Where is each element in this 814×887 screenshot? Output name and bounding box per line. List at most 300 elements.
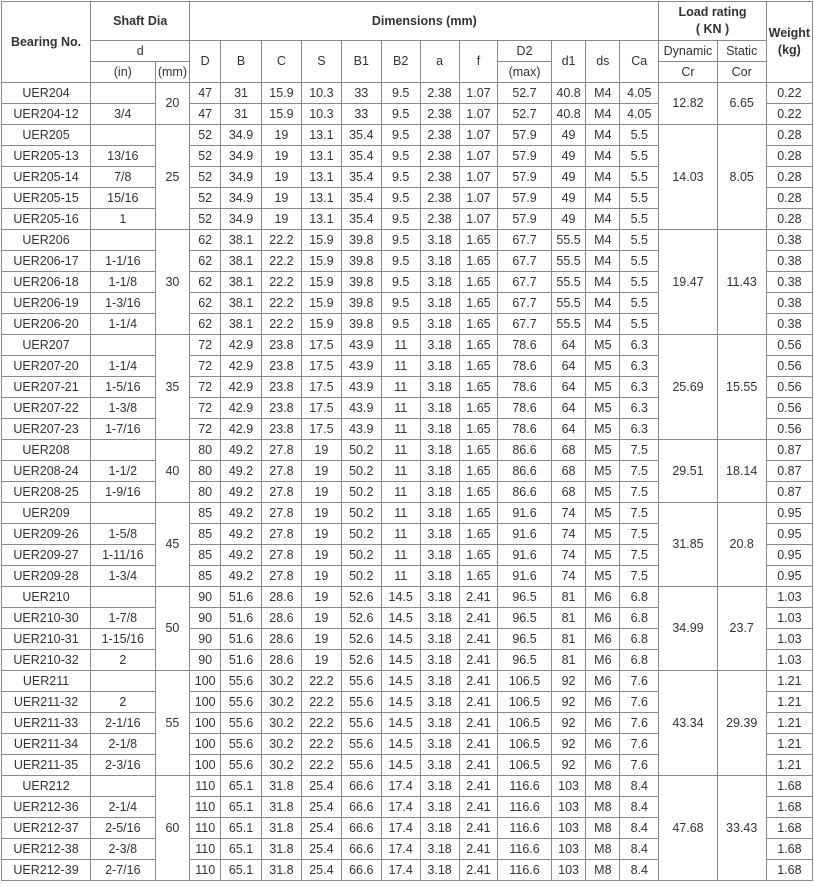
dim-s-cell: 13.1	[301, 188, 341, 209]
weight-cell: 0.38	[766, 293, 812, 314]
dim-a-cell: 3.18	[420, 461, 459, 482]
dim-b1-cell: 39.8	[341, 230, 381, 251]
dim-ca-cell: 7.5	[620, 482, 659, 503]
dim-b1-cell: 43.9	[341, 419, 381, 440]
dim-d2-cell: 106.5	[498, 671, 551, 692]
dim-f-cell: 1.65	[459, 314, 498, 335]
dim-a-cell: 2.38	[420, 209, 459, 230]
bearing-no-cell: UER212-38	[2, 839, 91, 860]
bearing-no-cell: UER210-31	[2, 629, 91, 650]
dim-d2-cell: 57.9	[498, 188, 551, 209]
dim-s-cell: 15.9	[301, 251, 341, 272]
weight-cell: 1.03	[766, 629, 812, 650]
dim-d2-cell: 106.5	[498, 713, 551, 734]
bearing-no-cell: UER209-27	[2, 545, 91, 566]
shaft-inch-cell: 1-7/8	[91, 608, 155, 629]
dynamic-cr-cell: 47.68	[659, 776, 717, 881]
dim-f-cell: 1.65	[459, 545, 498, 566]
dim-d1-cell: 64	[551, 377, 586, 398]
dim-d1-cell: 74	[551, 566, 586, 587]
dim-c-cell: 23.8	[261, 398, 301, 419]
dim-d-cell: 52	[190, 188, 221, 209]
header-weight-line1: Weight	[768, 26, 811, 40]
header-weight-line2: (kg)	[777, 43, 801, 57]
dim-b1-cell: 35.4	[341, 209, 381, 230]
dim-b1-cell: 52.6	[341, 650, 381, 671]
dim-s-cell: 15.9	[301, 272, 341, 293]
dim-b2-cell: 9.5	[381, 293, 420, 314]
header-f: f	[459, 41, 498, 83]
shaft-inch-cell: 2	[91, 692, 155, 713]
dim-d2-cell: 116.6	[498, 839, 551, 860]
header-load-rating-line2: ( KN )	[695, 22, 730, 36]
dim-d-cell: 85	[190, 545, 221, 566]
dim-b-cell: 49.2	[221, 461, 262, 482]
dim-b1-cell: 66.6	[341, 839, 381, 860]
dim-b-cell: 34.9	[221, 125, 262, 146]
dim-d1-cell: 103	[551, 797, 586, 818]
header-S: S	[301, 41, 341, 83]
dim-d2-cell: 52.7	[498, 83, 551, 104]
dim-b2-cell: 9.5	[381, 251, 420, 272]
dim-a-cell: 3.18	[420, 734, 459, 755]
dim-d-cell: 52	[190, 146, 221, 167]
dim-a-cell: 3.18	[420, 755, 459, 776]
dim-a-cell: 2.38	[420, 125, 459, 146]
weight-cell: 0.28	[766, 125, 812, 146]
dim-b2-cell: 9.5	[381, 104, 420, 125]
weight-cell: 0.56	[766, 419, 812, 440]
shaft-inch-cell: 1-5/8	[91, 524, 155, 545]
dim-b1-cell: 43.9	[341, 377, 381, 398]
dim-s-cell: 22.2	[301, 692, 341, 713]
dim-d2-cell: 78.6	[498, 356, 551, 377]
dim-ds-cell: M5	[586, 524, 620, 545]
dim-f-cell: 1.07	[459, 125, 498, 146]
dim-c-cell: 22.2	[261, 293, 301, 314]
dim-a-cell: 3.18	[420, 797, 459, 818]
dim-d-cell: 90	[190, 650, 221, 671]
dynamic-cr-cell: 25.69	[659, 335, 717, 440]
dim-f-cell: 2.41	[459, 608, 498, 629]
dim-c-cell: 27.8	[261, 566, 301, 587]
shaft-inch-cell: 1-9/16	[91, 482, 155, 503]
header-row-1	[2, 2, 813, 41]
bearing-no-cell: UER205-15	[2, 188, 91, 209]
dim-b1-cell: 50.2	[341, 440, 381, 461]
dim-s-cell: 25.4	[301, 818, 341, 839]
dim-d-cell: 62	[190, 314, 221, 335]
dim-a-cell: 3.18	[420, 524, 459, 545]
weight-cell: 1.03	[766, 587, 812, 608]
bearing-no-cell: UER208	[2, 440, 91, 461]
dim-ca-cell: 5.5	[620, 209, 659, 230]
shaft-mm-cell: 30	[155, 230, 190, 335]
dim-d2-cell: 106.5	[498, 734, 551, 755]
dim-ca-cell: 7.5	[620, 524, 659, 545]
table-row	[2, 671, 813, 692]
dim-d-cell: 62	[190, 251, 221, 272]
static-cor-cell: 6.65	[717, 83, 766, 125]
dim-ca-cell: 7.6	[620, 713, 659, 734]
dim-c-cell: 27.8	[261, 545, 301, 566]
header-load-rating	[659, 2, 766, 41]
dynamic-cr-cell: 12.82	[659, 83, 717, 125]
bearing-no-cell: UER212-36	[2, 797, 91, 818]
dim-b1-cell: 39.8	[341, 251, 381, 272]
dim-b1-cell: 55.6	[341, 734, 381, 755]
dim-s-cell: 19	[301, 440, 341, 461]
dim-b-cell: 38.1	[221, 251, 262, 272]
dim-c-cell: 19	[261, 167, 301, 188]
dim-s-cell: 15.9	[301, 230, 341, 251]
shaft-inch-cell: 1-15/16	[91, 629, 155, 650]
dim-c-cell: 15.9	[261, 104, 301, 125]
dim-c-cell: 22.2	[261, 272, 301, 293]
bearing-no-cell: UER206-17	[2, 251, 91, 272]
header-C: C	[261, 41, 301, 83]
dim-b1-cell: 50.2	[341, 503, 381, 524]
dim-s-cell: 25.4	[301, 776, 341, 797]
weight-cell: 1.21	[766, 734, 812, 755]
dim-b2-cell: 17.4	[381, 818, 420, 839]
dim-c-cell: 30.2	[261, 734, 301, 755]
dim-s-cell: 22.2	[301, 755, 341, 776]
dim-d-cell: 62	[190, 293, 221, 314]
dim-d1-cell: 40.8	[551, 104, 586, 125]
dim-d1-cell: 74	[551, 545, 586, 566]
dim-b-cell: 49.2	[221, 566, 262, 587]
dim-d-cell: 62	[190, 230, 221, 251]
dim-ca-cell: 7.5	[620, 440, 659, 461]
shaft-inch-cell: 13/16	[91, 146, 155, 167]
dim-d-cell: 80	[190, 482, 221, 503]
shaft-mm-cell: 50	[155, 587, 190, 671]
dim-ca-cell: 6.3	[620, 398, 659, 419]
dim-d1-cell: 68	[551, 461, 586, 482]
dim-a-cell: 3.18	[420, 230, 459, 251]
dim-a-cell: 3.18	[420, 440, 459, 461]
dim-a-cell: 3.18	[420, 545, 459, 566]
dim-b1-cell: 55.6	[341, 671, 381, 692]
table-body	[2, 83, 813, 881]
shaft-inch-cell: 1-3/8	[91, 398, 155, 419]
dim-c-cell: 28.6	[261, 629, 301, 650]
dim-c-cell: 19	[261, 125, 301, 146]
dim-ca-cell: 5.5	[620, 188, 659, 209]
dim-b-cell: 51.6	[221, 650, 262, 671]
dim-ca-cell: 7.5	[620, 566, 659, 587]
dim-ca-cell: 7.5	[620, 545, 659, 566]
dynamic-cr-cell: 31.85	[659, 503, 717, 587]
dim-ds-cell: M5	[586, 377, 620, 398]
dim-ds-cell: M5	[586, 335, 620, 356]
dim-d2-cell: 91.6	[498, 503, 551, 524]
dim-d-cell: 72	[190, 419, 221, 440]
dim-ds-cell: M4	[586, 125, 620, 146]
dim-ca-cell: 8.4	[620, 818, 659, 839]
dim-b1-cell: 35.4	[341, 167, 381, 188]
dim-a-cell: 3.18	[420, 503, 459, 524]
shaft-inch-cell	[91, 440, 155, 461]
dim-b-cell: 55.6	[221, 713, 262, 734]
shaft-inch-cell: 1-1/8	[91, 272, 155, 293]
weight-cell: 1.68	[766, 818, 812, 839]
dim-c-cell: 30.2	[261, 755, 301, 776]
bearing-no-cell: UER205	[2, 125, 91, 146]
dim-ds-cell: M5	[586, 356, 620, 377]
dim-ds-cell: M6	[586, 692, 620, 713]
dim-d-cell: 72	[190, 398, 221, 419]
weight-cell: 0.28	[766, 188, 812, 209]
dim-d-cell: 100	[190, 692, 221, 713]
bearing-no-cell: UER212-39	[2, 860, 91, 881]
dim-d-cell: 72	[190, 377, 221, 398]
dim-f-cell: 2.41	[459, 650, 498, 671]
dim-d1-cell: 64	[551, 419, 586, 440]
dim-b2-cell: 11	[381, 524, 420, 545]
shaft-inch-cell: 2-7/16	[91, 860, 155, 881]
static-cor-cell: 8.05	[717, 125, 766, 230]
dim-b-cell: 34.9	[221, 146, 262, 167]
dim-b-cell: 65.1	[221, 839, 262, 860]
dim-d1-cell: 81	[551, 629, 586, 650]
table-row	[2, 440, 813, 461]
dim-ca-cell: 8.4	[620, 839, 659, 860]
dynamic-cr-cell: 14.03	[659, 125, 717, 230]
dim-a-cell: 3.18	[420, 587, 459, 608]
dim-c-cell: 27.8	[261, 482, 301, 503]
dim-d2-cell: 78.6	[498, 398, 551, 419]
shaft-mm-cell: 55	[155, 671, 190, 776]
dim-b-cell: 51.6	[221, 629, 262, 650]
dim-f-cell: 2.41	[459, 797, 498, 818]
dim-f-cell: 1.65	[459, 293, 498, 314]
dim-c-cell: 31.8	[261, 818, 301, 839]
dim-b2-cell: 14.5	[381, 587, 420, 608]
dim-a-cell: 3.18	[420, 356, 459, 377]
dim-s-cell: 19	[301, 461, 341, 482]
dim-f-cell: 2.41	[459, 776, 498, 797]
header-B1: B1	[341, 41, 381, 83]
dim-d2-cell: 57.9	[498, 125, 551, 146]
dim-d2-cell: 78.6	[498, 335, 551, 356]
dim-ds-cell: M4	[586, 188, 620, 209]
dim-b-cell: 42.9	[221, 398, 262, 419]
dim-b-cell: 49.2	[221, 503, 262, 524]
dim-c-cell: 27.8	[261, 440, 301, 461]
dim-s-cell: 13.1	[301, 167, 341, 188]
weight-cell: 0.87	[766, 482, 812, 503]
dim-ca-cell: 8.4	[620, 776, 659, 797]
dim-ds-cell: M5	[586, 398, 620, 419]
dim-b1-cell: 66.6	[341, 818, 381, 839]
shaft-inch-cell: 2-3/8	[91, 839, 155, 860]
dim-f-cell: 1.65	[459, 524, 498, 545]
dim-d-cell: 110	[190, 818, 221, 839]
dim-d1-cell: 68	[551, 482, 586, 503]
bearing-no-cell: UER212-37	[2, 818, 91, 839]
dim-a-cell: 3.18	[420, 671, 459, 692]
dim-d-cell: 90	[190, 587, 221, 608]
dim-a-cell: 2.38	[420, 167, 459, 188]
dim-ds-cell: M8	[586, 839, 620, 860]
dim-ds-cell: M5	[586, 482, 620, 503]
weight-cell: 1.68	[766, 797, 812, 818]
dim-a-cell: 3.18	[420, 272, 459, 293]
bearing-no-cell: UER204-12	[2, 104, 91, 125]
dim-f-cell: 1.65	[459, 251, 498, 272]
weight-cell: 0.38	[766, 314, 812, 335]
dim-a-cell: 3.18	[420, 839, 459, 860]
weight-cell: 1.03	[766, 608, 812, 629]
dim-a-cell: 2.38	[420, 146, 459, 167]
dim-ds-cell: M5	[586, 419, 620, 440]
weight-cell: 0.22	[766, 104, 812, 125]
dim-a-cell: 3.18	[420, 713, 459, 734]
dim-s-cell: 13.1	[301, 125, 341, 146]
dim-b2-cell: 14.5	[381, 650, 420, 671]
dim-d1-cell: 92	[551, 755, 586, 776]
dim-a-cell: 3.18	[420, 818, 459, 839]
dim-b-cell: 38.1	[221, 293, 262, 314]
weight-cell: 1.68	[766, 776, 812, 797]
weight-cell: 1.68	[766, 860, 812, 881]
dim-d1-cell: 55.5	[551, 314, 586, 335]
static-cor-cell: 15.55	[717, 335, 766, 440]
shaft-inch-cell	[91, 230, 155, 251]
weight-cell: 1.21	[766, 713, 812, 734]
dim-a-cell: 3.18	[420, 776, 459, 797]
dim-d1-cell: 49	[551, 167, 586, 188]
dim-f-cell: 1.65	[459, 398, 498, 419]
dim-b-cell: 49.2	[221, 482, 262, 503]
dim-d1-cell: 103	[551, 776, 586, 797]
shaft-inch-cell: 2-1/4	[91, 797, 155, 818]
dim-ca-cell: 5.5	[620, 293, 659, 314]
dim-a-cell: 3.18	[420, 398, 459, 419]
dim-b2-cell: 9.5	[381, 209, 420, 230]
dim-ds-cell: M6	[586, 629, 620, 650]
table-row	[2, 776, 813, 797]
dim-ds-cell: M5	[586, 440, 620, 461]
dim-d-cell: 85	[190, 503, 221, 524]
dim-ds-cell: M5	[586, 461, 620, 482]
dim-d2-cell: 96.5	[498, 629, 551, 650]
weight-cell: 0.28	[766, 167, 812, 188]
dim-d-cell: 90	[190, 608, 221, 629]
dim-ca-cell: 6.8	[620, 629, 659, 650]
bearing-spec-table	[1, 1, 813, 881]
weight-cell: 0.28	[766, 209, 812, 230]
dim-d2-cell: 96.5	[498, 608, 551, 629]
dim-ca-cell: 6.8	[620, 587, 659, 608]
shaft-mm-cell: 35	[155, 335, 190, 440]
dim-b-cell: 65.1	[221, 776, 262, 797]
shaft-inch-cell	[91, 125, 155, 146]
dim-f-cell: 1.65	[459, 440, 498, 461]
dim-a-cell: 3.18	[420, 335, 459, 356]
dim-b1-cell: 33	[341, 104, 381, 125]
shaft-inch-cell: 1-1/4	[91, 356, 155, 377]
weight-cell: 0.22	[766, 83, 812, 104]
dim-b-cell: 49.2	[221, 545, 262, 566]
shaft-inch-cell: 2	[91, 650, 155, 671]
dim-b2-cell: 9.5	[381, 188, 420, 209]
dim-b-cell: 42.9	[221, 335, 262, 356]
header-cr: Cr	[659, 62, 717, 83]
dim-ds-cell: M4	[586, 272, 620, 293]
dim-f-cell: 1.07	[459, 209, 498, 230]
bearing-no-cell: UER206	[2, 230, 91, 251]
dim-s-cell: 25.4	[301, 860, 341, 881]
header-shaft-dia: Shaft Dia	[91, 2, 190, 41]
shaft-inch-cell: 3/4	[91, 104, 155, 125]
shaft-inch-cell: 1	[91, 209, 155, 230]
dim-d1-cell: 49	[551, 188, 586, 209]
dim-d-cell: 110	[190, 776, 221, 797]
dim-b1-cell: 66.6	[341, 776, 381, 797]
dim-b-cell: 65.1	[221, 797, 262, 818]
shaft-mm-cell: 20	[155, 83, 190, 125]
dim-s-cell: 19	[301, 566, 341, 587]
dim-ds-cell: M6	[586, 734, 620, 755]
dim-d-cell: 80	[190, 461, 221, 482]
dim-b1-cell: 52.6	[341, 608, 381, 629]
bearing-no-cell: UER204	[2, 83, 91, 104]
dim-d1-cell: 55.5	[551, 230, 586, 251]
dim-b-cell: 31	[221, 104, 262, 125]
dim-b-cell: 49.2	[221, 440, 262, 461]
shaft-inch-cell: 2-3/16	[91, 755, 155, 776]
bearing-no-cell: UER208-25	[2, 482, 91, 503]
dim-ds-cell: M6	[586, 587, 620, 608]
dim-b-cell: 42.9	[221, 419, 262, 440]
dim-s-cell: 10.3	[301, 83, 341, 104]
dim-f-cell: 1.65	[459, 230, 498, 251]
bearing-no-cell: UER205-13	[2, 146, 91, 167]
weight-cell: 0.95	[766, 524, 812, 545]
shaft-inch-cell: 1-5/16	[91, 377, 155, 398]
dim-b-cell: 34.9	[221, 167, 262, 188]
header-D2-max: (max)	[498, 62, 551, 83]
dim-f-cell: 1.07	[459, 146, 498, 167]
dim-d1-cell: 55.5	[551, 272, 586, 293]
header-B: B	[221, 41, 262, 83]
dim-f-cell: 2.41	[459, 713, 498, 734]
dim-ca-cell: 6.3	[620, 377, 659, 398]
dim-ca-cell: 8.4	[620, 860, 659, 881]
bearing-no-cell: UER205-16	[2, 209, 91, 230]
dim-c-cell: 27.8	[261, 524, 301, 545]
dim-ca-cell: 6.8	[620, 650, 659, 671]
bearing-no-cell: UER206-20	[2, 314, 91, 335]
static-cor-cell: 20.8	[717, 503, 766, 587]
dim-d1-cell: 92	[551, 671, 586, 692]
dim-c-cell: 30.2	[261, 713, 301, 734]
dim-ca-cell: 6.8	[620, 608, 659, 629]
dim-c-cell: 23.8	[261, 419, 301, 440]
dim-f-cell: 1.07	[459, 83, 498, 104]
bearing-no-cell: UER206-19	[2, 293, 91, 314]
dim-f-cell: 1.65	[459, 419, 498, 440]
shaft-inch-cell	[91, 587, 155, 608]
header-weight	[766, 2, 812, 83]
dim-d-cell: 110	[190, 860, 221, 881]
dim-b-cell: 42.9	[221, 356, 262, 377]
dim-c-cell: 22.2	[261, 314, 301, 335]
dim-b-cell: 34.9	[221, 188, 262, 209]
